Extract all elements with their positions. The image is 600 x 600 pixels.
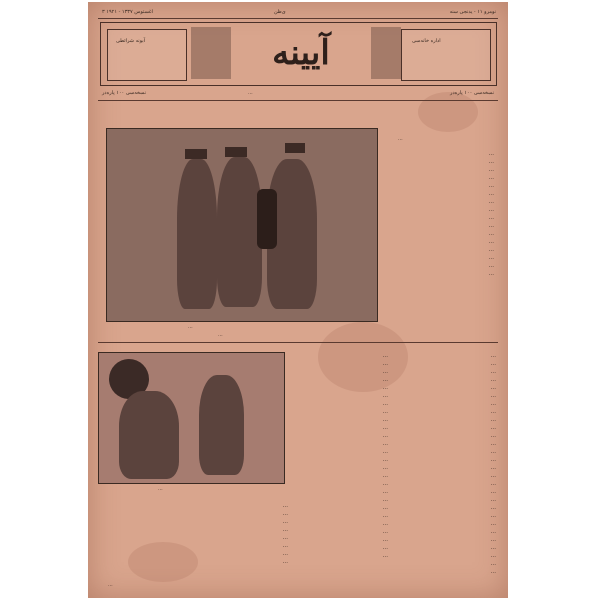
article-column-left-bottom: ... ... ... ... ... ... ... ... (282, 503, 288, 565)
newspaper-title: آیینه (272, 33, 330, 73)
issue-date: ۳ اغستوس ۱۳۳۷ - ۱۹۲۱ (102, 9, 153, 15)
newspaper-page (88, 2, 508, 598)
masthead-ornament-right (371, 27, 401, 79)
masthead-right-box: اداره خانه‌سی (401, 29, 491, 81)
signature: ... (108, 582, 113, 588)
page-mark: ی‌ظن (274, 9, 286, 15)
divider (98, 342, 498, 343)
top-photo-caption-2: ... (218, 332, 223, 338)
figure-shape (119, 391, 179, 479)
article-column-mid: ... ... ... ... ... ... ... ... ... ... ... ... ... ... ... ... ... ... ... ... ... ... ... ... ... ... (382, 353, 388, 559)
figure-shape (217, 157, 262, 307)
article-column-right: ... ... ... ... ... ... ... ... ... ... ... ... ... ... ... ... (488, 151, 494, 277)
fez-shape (285, 143, 305, 153)
article-heading: ... (398, 136, 403, 142)
price-left: نسخه‌سی ۱۰۰ پاره‌در (102, 90, 146, 96)
masthead-ornament-left (191, 27, 231, 79)
masthead-left-box: آبونه شرائطی (107, 29, 187, 81)
divider (98, 18, 498, 19)
top-photo (106, 128, 378, 322)
masthead (100, 22, 497, 86)
top-photo-caption: ... (188, 324, 193, 330)
bottom-photo-caption: ... (158, 486, 163, 492)
fez-shape (185, 149, 207, 159)
paper-stain (418, 92, 478, 132)
figure-hair (257, 189, 277, 249)
figure-shape (199, 375, 244, 475)
bottom-photo (98, 352, 285, 484)
issue-number: نومرو ۱۱ - یدنجی سنه (449, 9, 496, 15)
article-column-bottom: ... ... ... ... ... ... ... ... ... ... ... ... ... ... ... ... ... ... ... ... ... ... ... ... ... ... ... ... (490, 353, 496, 575)
fez-shape (225, 147, 247, 157)
tagline: ... (248, 90, 253, 96)
price-right: نسخه‌سی ۱۰۰ پاره‌در (450, 90, 494, 96)
figure-shape (177, 159, 217, 309)
divider (98, 100, 498, 101)
